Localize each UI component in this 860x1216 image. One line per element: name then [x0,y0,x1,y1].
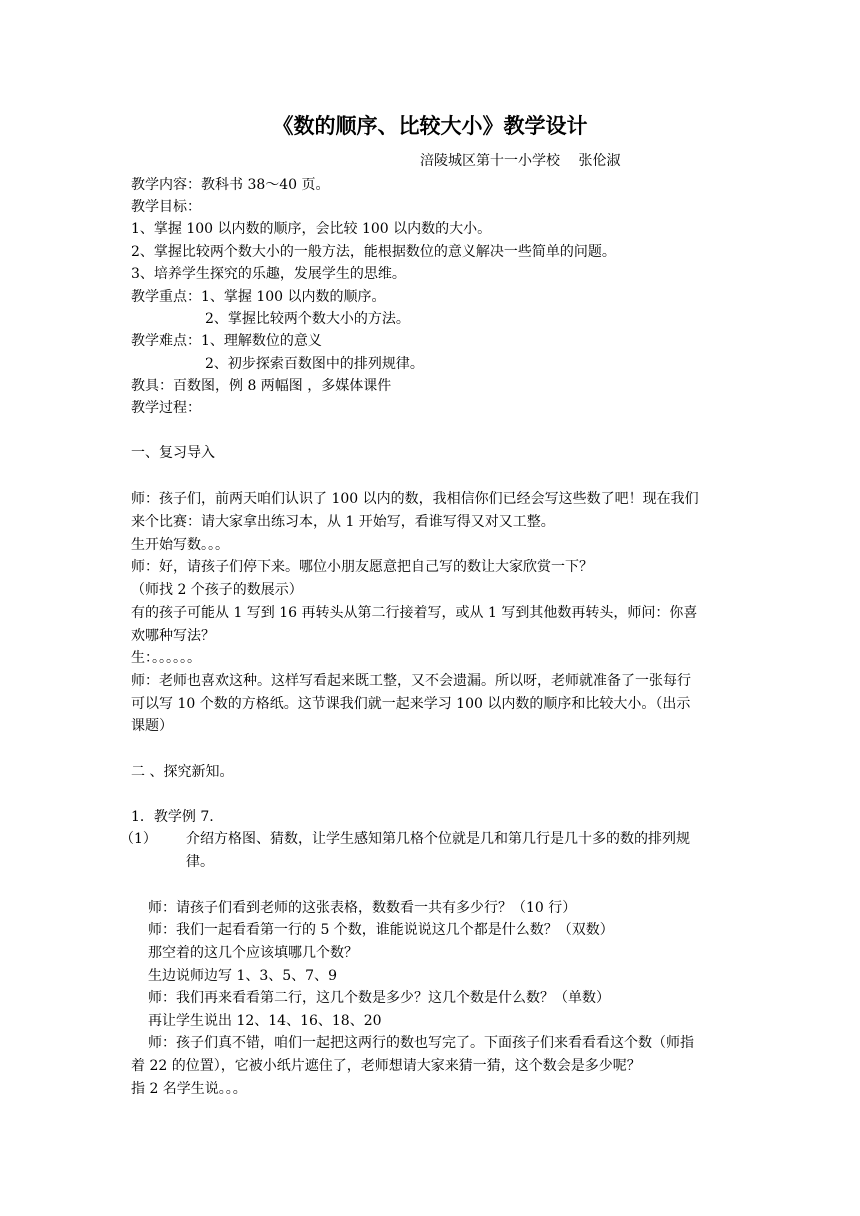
text-line: 师：孩子们，前两天咱们认识了 100 以内的数，我相信你们已经会写这些数了吧！现在我们 [131,491,699,507]
section-heading: 一、复习导入 [131,445,215,461]
text-line: （师找 2 个孩子的数展示） [131,582,303,598]
text-line: 再让学生说出 12、14、16、18、20 [148,1013,382,1029]
text-line: 着 22 的位置），它被小纸片遮住了，老师想请大家来猜一猜，这个数会是多少呢？ [131,1058,641,1074]
text-line: 欢哪种写法？ [131,628,215,644]
text-line: 生：。。。。。。 [131,650,201,666]
text-line: 那空着的这几个应该填哪几个数？ [148,945,358,961]
text-line: 1、掌握 100 以内数的顺序，会比较 100 以内数的大小。 [131,221,492,237]
text-line: 师：我们一起看看第一行的 5 个数，谁能说说这几个都是什么数？（双数） [148,922,614,938]
text-line: 师：老师也喜欢这种。这样写看起来既工整，又不会遗漏。所以呀，老师就准备了一张每行 [131,673,691,689]
text-line: 师：请孩子们看到老师的这张表格，数数看一共有多少行？（10 行） [148,900,577,916]
text-line: 2、掌握比较两个数大小的方法。 [205,311,410,327]
text-line: 来个比赛：请大家拿出练习本，从 1 开始写，看谁写得又对又工整。 [131,514,555,530]
text-line: 课题） [131,718,173,734]
text-line: 律。 [186,854,214,870]
text-line: 有的孩子可能从 1 写到 16 再转头从第二行接着写，或从 1 写到其他数再转头，师问：你喜 [131,605,698,621]
text-line: 2、初步探索百数图中的排列规律。 [205,356,424,372]
text-line: 师：好，请孩子们停下来。哪位小朋友愿意把自己写的数让大家欣赏一下？ [131,559,593,575]
text-line: 教学难点：1、理解数位的意义 [131,333,322,349]
text-line: 生边说师边写 1、3、5、7、9 [148,968,337,984]
text-line: 教具：百数图，例 8 两幅图 ，多媒体课件 [131,378,392,394]
text-line: 师：我们再来看看第二行，这几个数是多少？这几个数是什么数？（单数） [148,990,610,1006]
section-heading: 二 、探究新知。 [131,764,234,780]
text-line: 教学过程： [131,400,201,416]
text-line: 教学目标： [131,199,201,215]
text-line: 师：孩子们真不错，咱们一起把这两行的数也写完了。下面孩子们来看看看这个数（师指 [148,1035,694,1051]
item-label: （1） [120,831,157,847]
text-line: 教学内容：教科书 38～40 页。 [131,177,330,193]
text-line: 1．教学例 7. [131,809,214,825]
text-line: 教学重点：1、掌握 100 以内数的顺序。 [131,289,386,305]
text-line: 生开始写数。。。 [131,537,229,553]
text-line: 介绍方格图、猜数，让学生感知第几格个位就是几和第几行是几十多的数的排列规 [186,831,690,847]
text-line: 可以写 10 个数的方格纸。这节课我们就一起来学习 100 以内数的顺序和比较大小。（出示 [131,696,691,712]
document-title: 《数的顺序、比较大小》教学设计 [272,114,588,138]
text-line: 2、掌握比较两个数大小的一般方法，能根据数位的意义解决一些简单的问题。 [131,244,616,260]
text-line: 指 2 名学生说。。。 [131,1081,247,1097]
text-line: 3、培养学生探究的乐趣，发展学生的思维。 [131,266,406,282]
author-line: 涪陵城区第十一小学校 张伦淑 [420,153,621,169]
